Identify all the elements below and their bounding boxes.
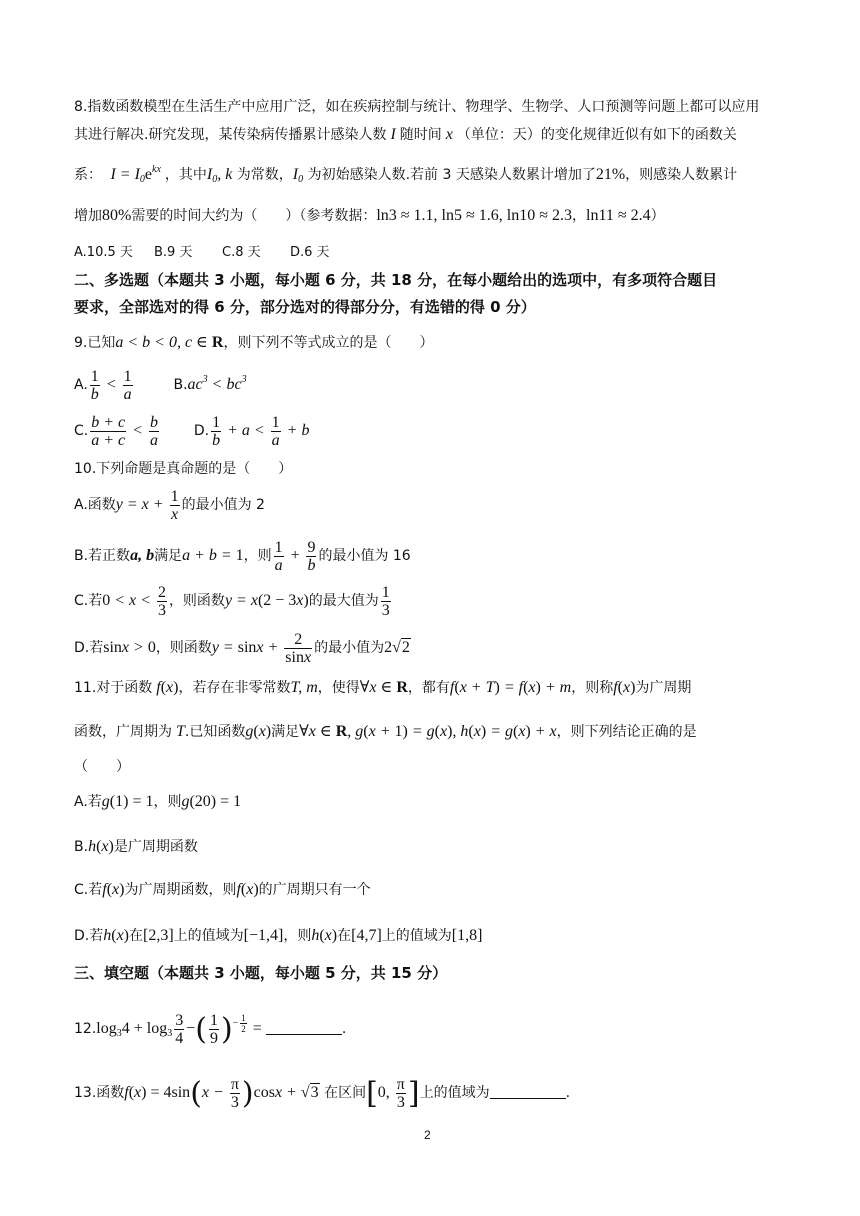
q11-line1: 11.对于函数 f(x)，若存在非零常数T, m，使得∀x ∈ R，都有f(x + T) = f(x) + m，则称f(x)为广周期 bbox=[74, 679, 692, 696]
q10-option-a: A.函数y = x + $\frac{1}{x}$ 的最小值为 2 bbox=[74, 488, 265, 523]
q11-line2: 函数，广周期为 T.已知函数g(x)满足∀x ∈ R, g(x + 1) = g(x), h(x) = g(x) + x，则下列结论正确的是 bbox=[74, 723, 697, 740]
q10-option-c: C.若0 < x < $\frac{2}{3}$ ，则函数y = x(2 − 3x)的最大值为 $\frac{1}{3}$ bbox=[74, 584, 390, 619]
q8-formula: $I = I_0e^{kx}$ bbox=[106, 164, 161, 185]
section2-title-line1: 二、多选题（本题共 3 小题，每小题 6 分，共 18 分，在每小题给出的选项中，有多项符合题目 bbox=[74, 271, 718, 289]
q8-line4: 增加80%需要的时间大约为（ ）（参考数据：ln3 ≈ 1.1, ln5 ≈ 1.6, ln10 ≈ 2.3，ln11 ≈ 2.4） bbox=[74, 207, 665, 224]
q11-option-c: C.若f(x)为广周期函数，则f(x)的广周期只有一个 bbox=[74, 881, 371, 898]
q8-line1: 8.指数函数模型在生活生产中应用广泛，如在疾病控制与统计、物理学、生物学、人口预测等问题上都可以应用 bbox=[74, 99, 760, 115]
q11-option-a: A.若g(1) = 1，则g(20) = 1 bbox=[74, 793, 242, 810]
q8-line3: 系： $I = I_0e^{kx}$ ，其中$I_0$, k 为常数，$I_0$ 为初始感染人数.若前 3 天感染人数累计增加了21%，则感染人数累计 bbox=[74, 164, 738, 185]
q9-stem: 9.已知a < b < 0, c ∈ R，则下列不等式成立的是（ ） bbox=[74, 334, 434, 351]
q8-line2: 其进行解决.研究发现，某传染病传播累计感染人数 I 随时间 x （单位：天）的变化规律近似有如下的函数关 bbox=[74, 126, 737, 143]
q8-options: A.10.5 天 B.9 天 C.8 天 D.6 天 bbox=[74, 245, 330, 260]
q12-answer-blank[interactable] bbox=[266, 1020, 342, 1035]
q9-options-cd: C. $\frac{b + c}{a + c}$ < $\frac{b}{a}$ D. $\frac{1}{b}$ + a < $\frac{1}{a}$ + b bbox=[74, 414, 310, 449]
q9-options-ab: A. $\frac{1}{b}$ < $\frac{1}{a}$ $B.ac^3 < bc^3$ bbox=[74, 368, 247, 403]
page-number: 2 bbox=[424, 1128, 431, 1142]
q10-stem: 10.下列命题是真命题的是（ ） bbox=[74, 461, 293, 477]
q13-answer-blank[interactable] bbox=[490, 1084, 566, 1099]
q10-option-d: D.若sinx > 0，则函数y = sinx + $\frac{2}{\sin x}$ 的最小值为2√2 bbox=[74, 631, 410, 666]
q10-option-b: B.若正数a, b满足a + b = 1，则 $\frac{1}{a}$ + $\frac{9}{b}$ 的最小值为 16 bbox=[74, 539, 411, 574]
q12: $12.\log_34 + \log_3$ $\frac{3}{4}$ −( $\frac{1}{9}$ )$^{- \frac{1}{2}}$ = . bbox=[74, 1012, 347, 1048]
q11-option-d: D.若h(x)在[2,3]上的值域为[−1,4]，则h(x)在[4,7]上的值域为[1,8] bbox=[74, 927, 483, 944]
q11-option-b: B.h(x)是广周期函数 bbox=[74, 838, 198, 855]
section3-title: 三、填空题（本题共 3 小题，每小题 5 分，共 15 分） bbox=[74, 964, 448, 982]
q11-line3: （ ） bbox=[74, 759, 130, 775]
q13: 13.函数f(x) = 4sin(x − $\frac{\pi}{3}$ )cosx + √3 在区间[0, $\frac{\pi}{3}$ ]上的值域为 . bbox=[74, 1076, 571, 1112]
section2-title-line2: 要求，全部选对的得 6 分，部分选对的得部分分，有选错的得 0 分） bbox=[74, 298, 536, 316]
